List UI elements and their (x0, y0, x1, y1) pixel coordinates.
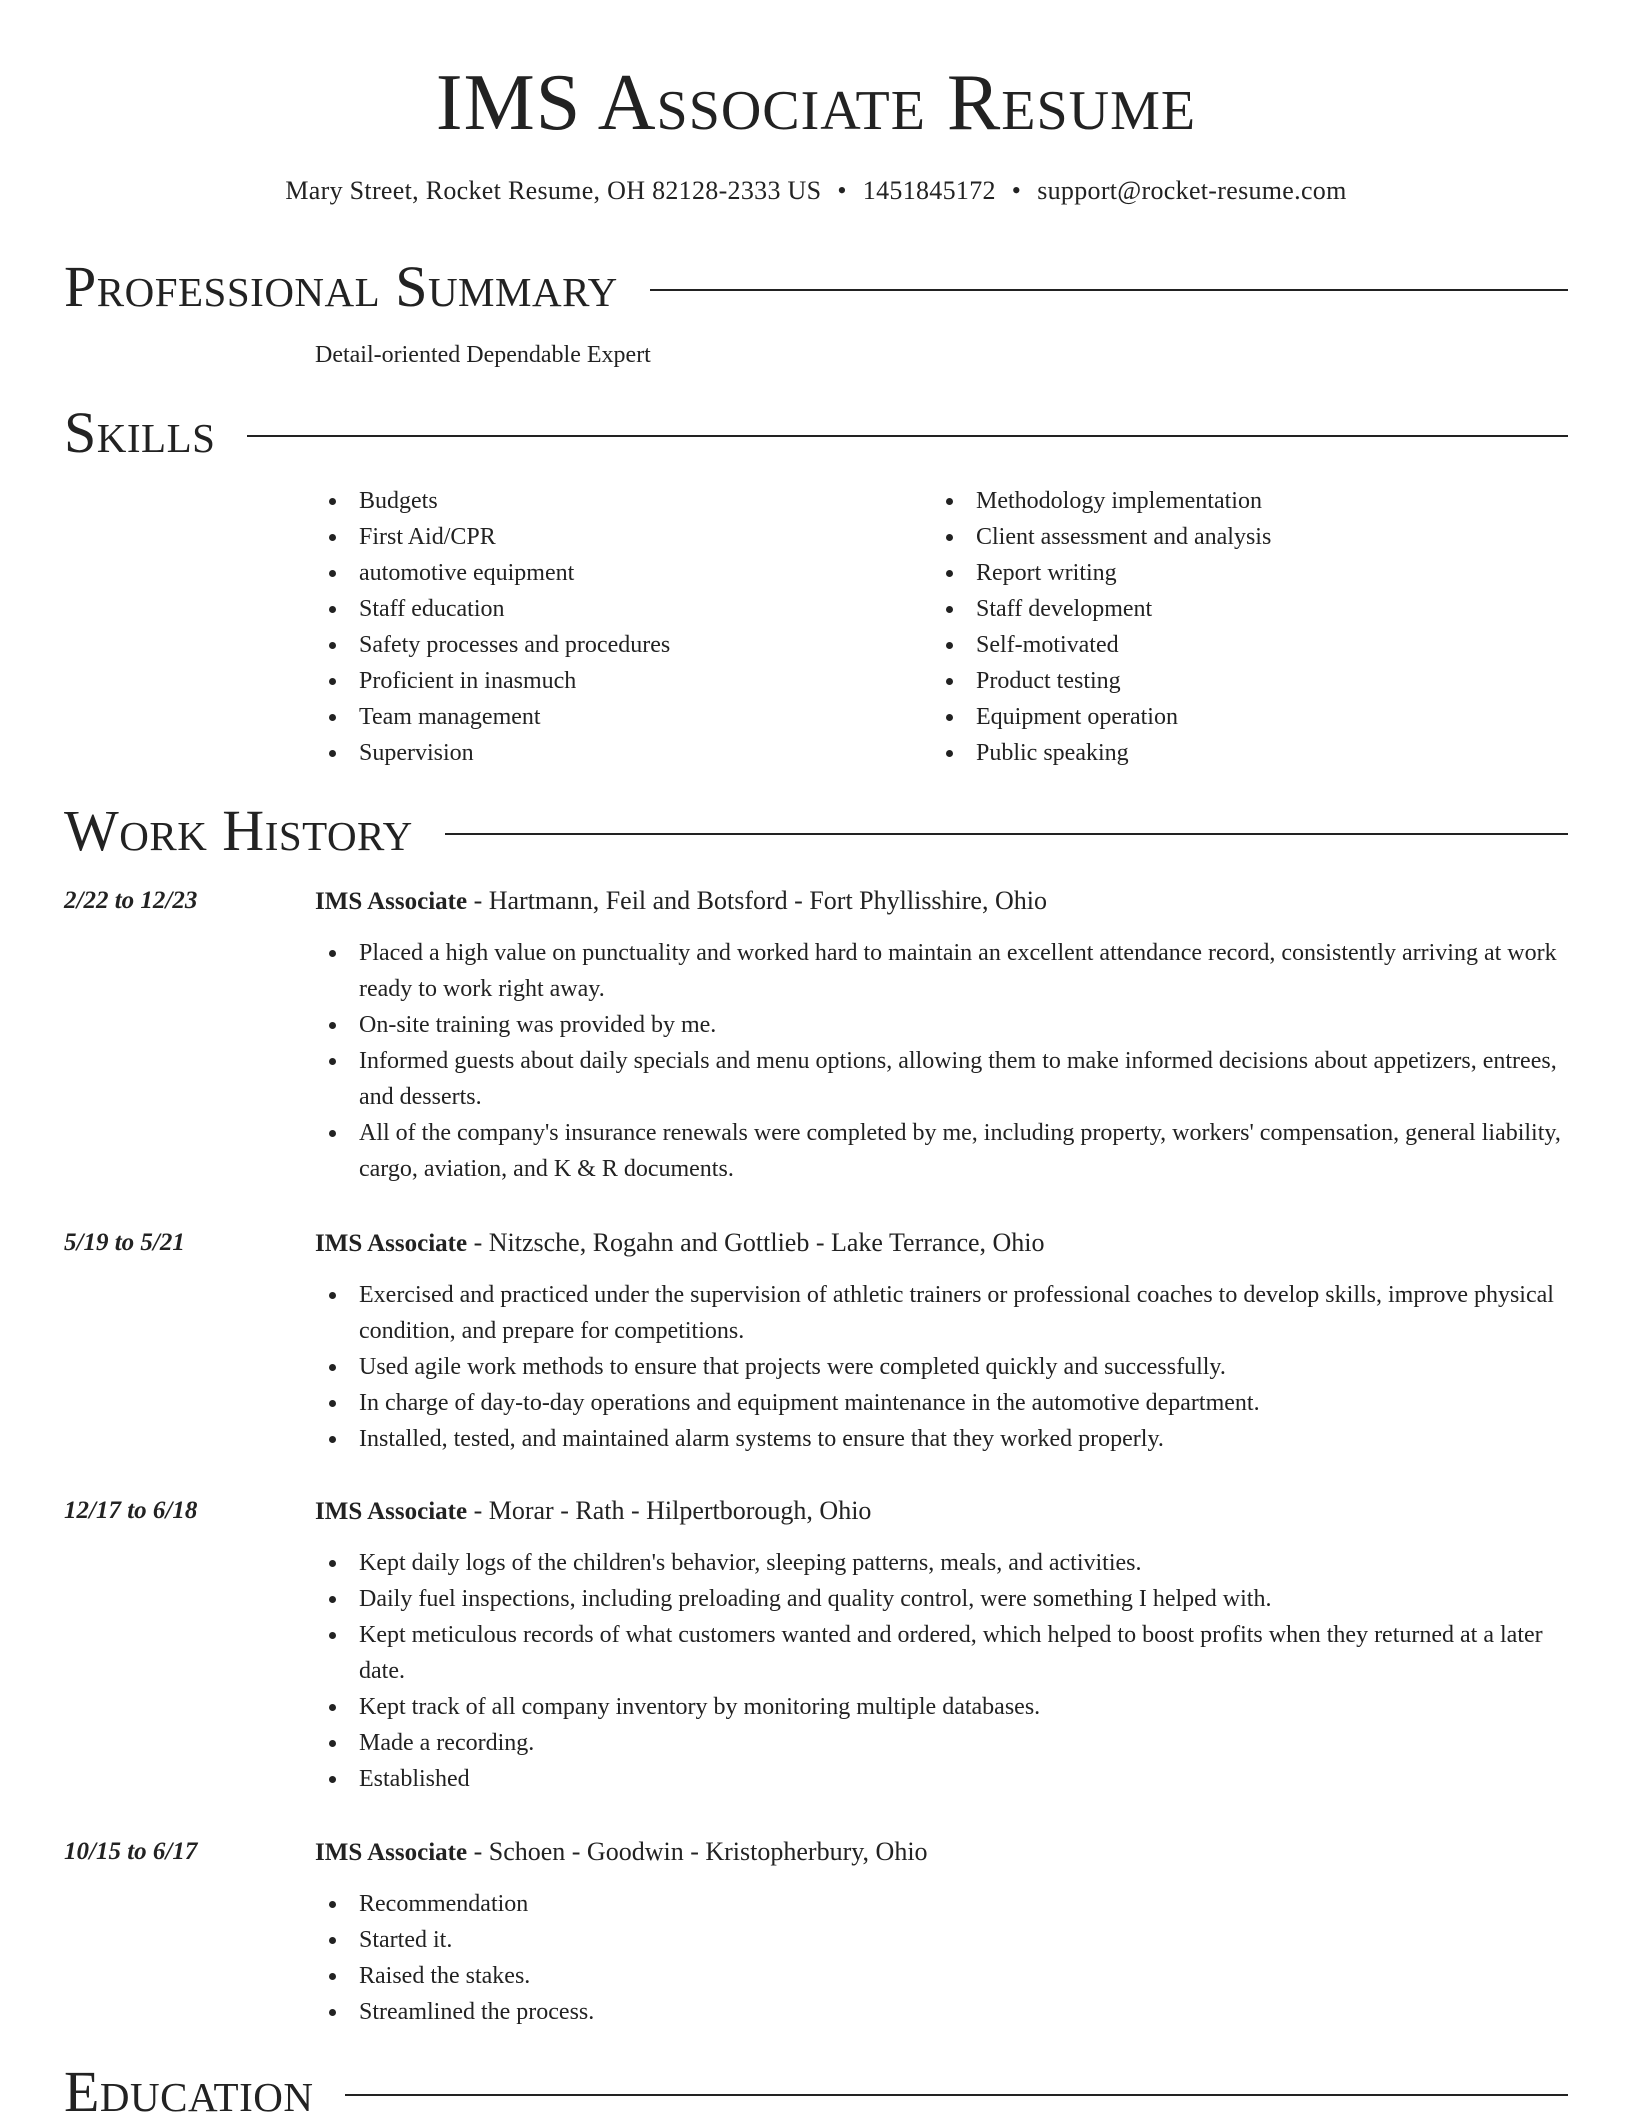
job-dates: 10/15 to 6/17 (64, 1838, 198, 1865)
resume-title: IMS Associate Resume (435, 59, 1197, 147)
skill-item: Staff development (932, 591, 1532, 627)
contact-separator: • (837, 176, 847, 205)
job-employer-location: - Morar - Rath - Hilpertborough, Ohio (467, 1496, 872, 1525)
job-bullet: In charge of day-to-day operations and equipment maintenance in the automotive department. (315, 1385, 1568, 1421)
skill-item: Equipment operation (932, 699, 1532, 735)
skills-section-header (64, 401, 1568, 465)
job-bullet: Used agile work methods to ensure that projects were completed quickly and successfully. (315, 1349, 1568, 1385)
skills-heading: Skills (64, 400, 216, 465)
contact-email[interactable]: support@rocket-resume.com (1037, 176, 1347, 205)
job-employer-location: - Nitzsche, Rogahn and Gottlieb - Lake Terrance, Ohio (467, 1228, 1045, 1257)
job-bullet: Kept daily logs of the children's behavior, sleeping patterns, meals, and activities. (315, 1545, 1568, 1581)
skill-item: Proficient in inasmuch (315, 663, 875, 699)
job-title: IMS Associate (315, 1498, 468, 1525)
section-divider (247, 435, 1568, 437)
job-entry (64, 1225, 1568, 1475)
job-dates: 2/22 to 12/23 (64, 887, 198, 914)
section-divider (650, 289, 1568, 291)
job-bullet: Kept track of all company inventory by monitoring multiple databases. (315, 1689, 1568, 1725)
skill-item: automotive equipment (315, 555, 875, 591)
skills-list-right (932, 483, 1532, 771)
job-entry (64, 1834, 1568, 2034)
job-dates: 5/19 to 5/21 (64, 1229, 185, 1256)
contact-phone: 1451845172 (862, 176, 996, 205)
summary-text: Detail-oriented Dependable Expert (315, 342, 651, 368)
job-bullet: All of the company's insurance renewals were completed by me, including property, workers' compensation, general liability, cargo, aviation, and K & R documents. (315, 1115, 1568, 1187)
skill-item: First Aid/CPR (315, 519, 875, 555)
job-bullet: Made a recording. (315, 1725, 1568, 1761)
section-divider (345, 2094, 1568, 2096)
skill-item: Product testing (932, 663, 1532, 699)
job-bullet: Daily fuel inspections, including preloading and quality control, were something I helped with. (315, 1581, 1568, 1617)
job-bullet: Placed a high value on punctuality and worked hard to maintain an excellent attendance record, consistently arriving at work ready to work right away. (315, 935, 1568, 1007)
skill-item: Budgets (315, 483, 875, 519)
job-bullet: Established (315, 1761, 1568, 1797)
skill-item: Supervision (315, 735, 875, 771)
job-bullet: Started it. (315, 1922, 1568, 1958)
education-heading: Education (64, 2059, 314, 2124)
work-history-section-header (64, 799, 1568, 863)
section-divider (445, 833, 1568, 835)
skill-item: Self-motivated (932, 627, 1532, 663)
job-employer-location: - Schoen - Goodwin - Kristopherbury, Ohio (467, 1837, 928, 1866)
job-bullets (315, 1545, 1568, 1797)
job-bullet: Recommendation (315, 1886, 1568, 1922)
job-entry (64, 883, 1568, 1203)
job-bullet: On-site training was provided by me. (315, 1007, 1568, 1043)
job-bullet: Kept meticulous records of what customers wanted and ordered, which helped to boost profits when they returned at a later date. (315, 1617, 1568, 1689)
job-dates: 12/17 to 6/18 (64, 1497, 198, 1524)
contact-line (0, 176, 1632, 206)
job-bullet: Streamlined the process. (315, 1994, 1568, 2030)
skill-item: Public speaking (932, 735, 1532, 771)
contact-separator: • (1011, 176, 1022, 205)
job-employer-location: - Hartmann, Feil and Botsford - Fort Phyllisshire, Ohio (467, 886, 1047, 915)
job-title: IMS Associate (315, 888, 468, 915)
skill-item: Safety processes and procedures (315, 627, 875, 663)
job-bullet: Informed guests about daily specials and menu options, allowing them to make informed decisions about appetizers, entrees, and desserts. (315, 1043, 1568, 1115)
job-title: IMS Associate (315, 1230, 468, 1257)
summary-heading: Professional Summary (64, 254, 618, 319)
skill-item: Team management (315, 699, 875, 735)
skills-list-left (315, 483, 875, 771)
job-bullets (315, 1277, 1568, 1457)
job-title: IMS Associate (315, 1839, 468, 1866)
job-heading (315, 1225, 1045, 1262)
skill-item: Methodology implementation (932, 483, 1532, 519)
job-bullets (315, 1886, 1568, 2030)
skill-item: Staff education (315, 591, 875, 627)
summary-section-header (64, 255, 1568, 319)
job-heading (315, 1834, 928, 1871)
job-bullet: Raised the stakes. (315, 1958, 1568, 1994)
job-bullets (315, 935, 1568, 1187)
work-history-heading: Work History (64, 798, 413, 863)
skill-item: Report writing (932, 555, 1532, 591)
job-bullet: Exercised and practiced under the supervision of athletic trainers or professional coaches to develop skills, improve physical condition, and prepare for competitions. (315, 1277, 1568, 1349)
contact-address: Mary Street, Rocket Resume, OH 82128-2333 US (285, 176, 822, 205)
job-bullet: Installed, tested, and maintained alarm systems to ensure that they worked properly. (315, 1421, 1568, 1457)
job-entry (64, 1493, 1568, 1813)
education-section-header (64, 2060, 1568, 2124)
skill-item: Client assessment and analysis (932, 519, 1532, 555)
job-heading (315, 1493, 871, 1530)
job-heading (315, 883, 1047, 920)
